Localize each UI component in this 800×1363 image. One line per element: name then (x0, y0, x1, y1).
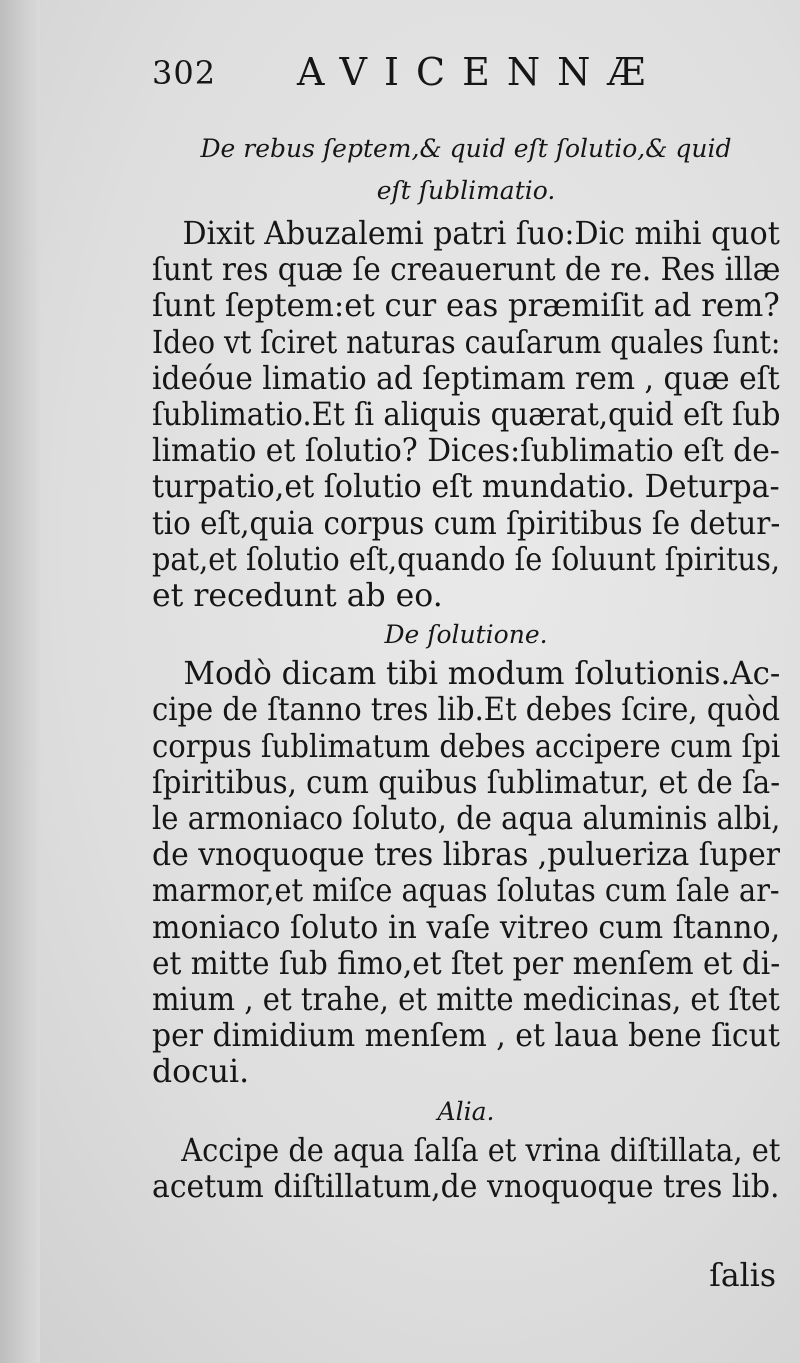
text-line: mium , et trahe, et mitte medicinas, et ſtet (152, 982, 780, 1019)
text-line: ſpiritibus, cum quibus ſublimatur, et de ſa- (152, 764, 781, 801)
text-line: Modò dicam tibi modum ſolutionis.Ac- (183, 656, 781, 693)
text-line: Dixit Abuzalemi patri ſuo:Dic mihi quot (182, 216, 780, 252)
text-line: corpus ſublimatum debes accipere cum ſpi (152, 728, 781, 765)
section-heading-2: De ſolutione. (384, 620, 548, 650)
paragraph-1 (152, 216, 780, 614)
text-line: le armoniaco ſoluto, de aqua aluminis albi, (152, 801, 781, 838)
text-line: ſublimatio.Et ſi aliquis quærat,quid eſt ſub (152, 397, 781, 434)
page-header (152, 48, 672, 92)
text-line: ſunt res quæ ſe creauerunt de re. Res illæ (152, 252, 781, 289)
text-line: docui. (152, 1054, 250, 1091)
paragraph-3 (152, 1133, 780, 1205)
text-line: moniaco ſoluto in vaſe vitreo cum ſtanno, (152, 909, 781, 946)
text-line: cipe de ſtanno tres lib.Et debes ſcire, quòd (152, 692, 781, 729)
section-heading-1: De rebus ſeptem,& quid eſt ſolutio,& quid (200, 134, 732, 163)
catchword: ſalis (709, 1258, 776, 1294)
text-line: Ideo vt ſciret naturas cauſarum quales ſunt: (152, 324, 781, 361)
paragraph-2 (152, 656, 780, 1090)
text-line: acetum diſtillatum,de vnoquoque tres lib. (152, 1168, 780, 1205)
running-head: AVICENNÆ (297, 50, 663, 94)
text-line: limatio et ſolutio? Dices:ſublimatio eſt de- (152, 433, 780, 470)
text-line: ideóue limatio ad ſeptimam rem , quæ eſt (152, 360, 780, 397)
section-heading-1-cont: eſt ſublimatio. (376, 176, 556, 205)
text-line: marmor,et miſce aquas ſolutas cum ſale ar- (152, 873, 780, 910)
page-number: 302 (152, 54, 217, 92)
text-line: et recedunt ab eo. (152, 578, 443, 615)
text-line: de vnoquoque tres libras ,pulueriza ſuper (152, 837, 781, 874)
text-line: Accipe de aqua ſalſa et vrina diſtillata, et (181, 1132, 781, 1169)
text-block (152, 128, 780, 1205)
page-gutter-shadow (0, 0, 40, 1363)
text-line: pat,et ſolutio eſt,quando ſe ſoluunt ſpiritus, (152, 541, 780, 578)
text-line: per dimidium menſem , et laua bene ſicut (152, 1018, 780, 1055)
text-line: et mitte ſub fimo,et ſtet per menſem et di- (152, 945, 781, 982)
text-line: ſunt ſeptem:et cur eas præmiſit ad rem? (152, 288, 780, 325)
text-line: turpatio,et ſolutio eſt mundatio. Deturpa- (152, 469, 780, 506)
section-heading-3: Alia. (437, 1096, 495, 1126)
text-line: tio eſt,quia corpus cum ſpiritibus ſe detur- (152, 505, 781, 542)
